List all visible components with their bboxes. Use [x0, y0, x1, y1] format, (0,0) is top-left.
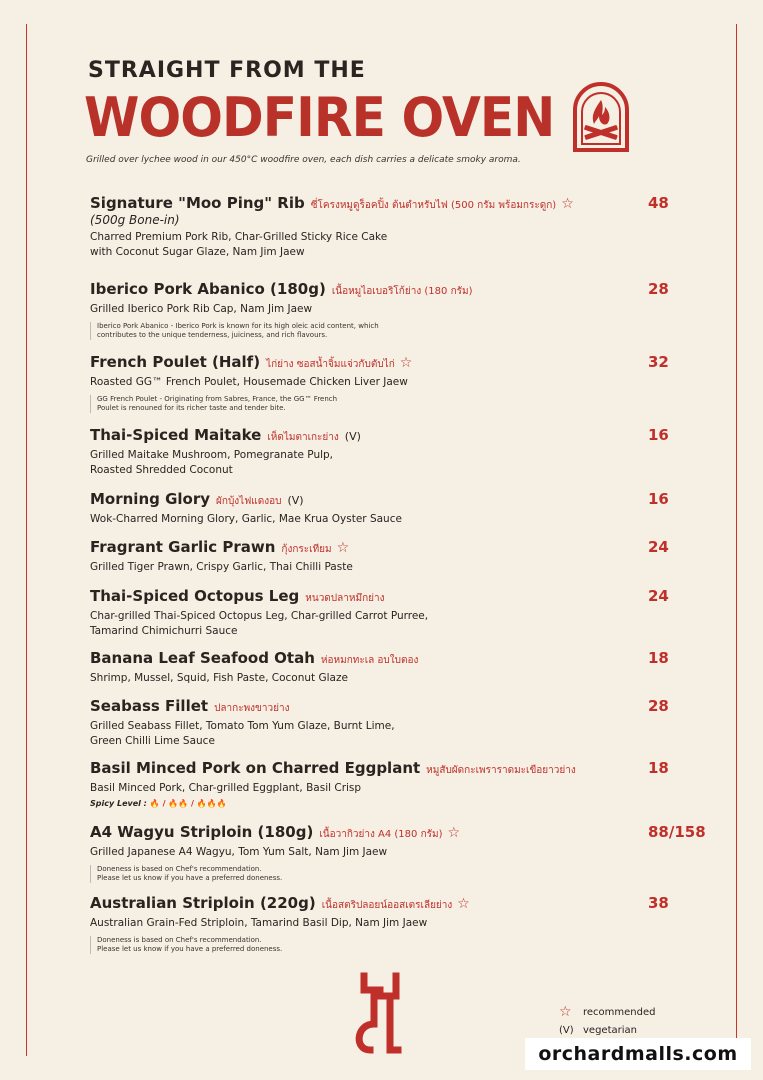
menu-item-price: 28	[648, 697, 669, 715]
menu-item-title	[90, 426, 635, 445]
note-line: contributes to the unique tenderness, juiciness, and rich flavours.	[97, 331, 328, 339]
spicy-level-label: Spicy Level :	[90, 799, 147, 808]
menu-item-title	[90, 894, 635, 913]
menu-item-thai-name: ผักบุ้งไฟแดงอบ	[216, 496, 282, 507]
menu-item	[90, 587, 720, 639]
menu-item-name: French Poulet (Half)	[90, 353, 261, 371]
description-line: Shrimp, Mussel, Squid, Fish Paste, Coconut Glaze	[90, 672, 348, 684]
menu-item-title	[90, 490, 635, 509]
menu-item-title	[90, 759, 635, 778]
menu-item-thai-name: หมูสับผัดกะเพราราดมะเขือยาวย่าง	[426, 765, 576, 776]
description-line: Grilled Maitake Mushroom, Pomegranate Pulp,	[90, 449, 334, 461]
description-line: Wok-Charred Morning Glory, Garlic, Mae Krua Oyster Sauce	[90, 513, 402, 525]
menu-item-thai-name: ห่อหมกทะเล อบใบตอง	[320, 655, 419, 666]
star-outline-icon: ☆	[559, 1004, 572, 1020]
menu-item-description	[90, 671, 510, 686]
note-line: Doneness is based on Chef's recommendation.	[97, 865, 262, 873]
menu-item-name: A4 Wagyu Striploin (180g)	[90, 823, 314, 841]
menu-item-title	[90, 649, 635, 668]
menu-item-price: 88/158	[648, 823, 706, 841]
menu-item-price: 48	[648, 194, 669, 212]
description-line: Tamarind Chimichurri Sauce	[90, 625, 238, 637]
menu-item-price: 18	[648, 759, 669, 777]
spicy-level	[90, 799, 720, 808]
menu-item-description	[90, 512, 510, 527]
star-outline-icon: ☆	[447, 825, 461, 841]
menu-item-name: Fragrant Garlic Prawn	[90, 538, 276, 556]
menu-item-description	[90, 448, 510, 478]
menu-item	[90, 538, 720, 575]
description-line: Basil Minced Pork, Char-grilled Eggplant, Basil Crisp	[90, 782, 362, 794]
menu-item-title	[90, 538, 635, 557]
note-line: Please let us know if you have a preferred doneness.	[97, 945, 283, 953]
description-line: Australian Grain-Fed Striploin, Tamarind Basil Dip, Nam Jim Jaew	[90, 917, 428, 929]
menu-item-price: 32	[648, 353, 669, 371]
menu-item-name: Basil Minced Pork on Charred Eggplant	[90, 759, 421, 777]
menu-item-description	[90, 560, 510, 575]
menu-item-description	[90, 302, 510, 317]
description-line: Charred Premium Pork Rib, Char-Grilled Sticky Rice Cake	[90, 231, 388, 243]
menu-item-title	[90, 697, 635, 716]
menu-item-note	[90, 395, 435, 413]
menu-item-name: Iberico Pork Abanico (180g)	[90, 280, 326, 298]
note-line: Iberico Pork Abanico - Iberico Pork is known for its high oleic acid content, which	[97, 322, 379, 330]
menu-item-thai-name: เนื้อวากิวย่าง A4 (180 กรัม)	[319, 829, 443, 840]
vegetarian-symbol: (V)	[559, 1024, 574, 1036]
note-line: GG French Poulet - Originating from Sabres, France, the GG™ French	[97, 395, 338, 403]
note-line: Poulet is renouned for its richer taste and tender bite.	[97, 404, 286, 412]
legend-vegetarian	[559, 1021, 655, 1039]
menu-item	[90, 823, 720, 883]
menu-item-price: 28	[648, 280, 669, 298]
vegetarian-mark: (V)	[344, 430, 361, 443]
menu-item-title	[90, 823, 635, 842]
page-title: WOODFIRE OVEN	[84, 86, 555, 149]
menu-item	[90, 490, 720, 527]
star-outline-icon: ☆	[561, 196, 574, 212]
menu-item	[90, 697, 720, 749]
chili-flame-icon: 🔥 / 🔥🔥 / 🔥🔥🔥	[149, 799, 227, 808]
description-line: Roasted GG™ French Poulet, Housemade Chicken Liver Jaew	[90, 376, 408, 388]
menu-item	[90, 280, 720, 340]
menu-item-price: 18	[648, 649, 669, 667]
description-line: Grilled Japanese A4 Wagyu, Tom Yum Salt, Nam Jim Jaew	[90, 846, 388, 858]
menu-item-name: Australian Striploin (220g)	[90, 894, 316, 912]
menu-item-description	[90, 916, 510, 931]
menu-item	[90, 426, 720, 478]
description-line: with Coconut Sugar Glaze, Nam Jim Jaew	[90, 246, 305, 258]
star-outline-icon: ☆	[399, 355, 413, 371]
description-line: Grilled Seabass Fillet, Tomato Tom Yum Glaze, Burnt Lime,	[90, 720, 395, 732]
legend-vegetarian-label: vegetarian	[583, 1024, 637, 1036]
menu-item-name: Thai-Spiced Octopus Leg	[90, 587, 300, 605]
menu-item-name: Signature "Moo Ping" Rib	[90, 194, 305, 212]
header-kicker: STRAIGHT FROM THE	[88, 58, 366, 83]
vegetarian-mark: (V)	[287, 494, 304, 507]
left-border-rule	[26, 24, 27, 1056]
menu-item-price: 16	[648, 490, 669, 508]
menu-item-thai-name: หนวดปลาหมึกย่าง	[305, 593, 385, 604]
header-tagline: Grilled over lychee wood in our 450°C woodfire oven, each dish carries a delicate smoky aroma.	[86, 155, 521, 165]
menu-item	[90, 649, 720, 686]
watermark: orchardmalls.com	[525, 1038, 751, 1070]
description-line: Green Chilli Lime Sauce	[90, 735, 215, 747]
menu-item-title	[90, 353, 635, 372]
legend-recommended	[559, 1003, 655, 1021]
menu-item-note	[90, 936, 435, 954]
menu-item-price: 24	[648, 538, 669, 556]
menu-item-thai-name: เนื้อสตริปลอยน์ออสเตรเลียย่าง	[321, 900, 453, 911]
menu-item-thai-name: ซี่โครงหมูดูร็อคปิ้ง ต้นตำหรับไฟ (500 กรัม พร้อมกระดูก)	[310, 200, 557, 211]
description-line: Grilled Iberico Pork Rib Cap, Nam Jim Jaew	[90, 303, 313, 315]
menu-item	[90, 759, 720, 808]
menu-item-title	[90, 587, 635, 606]
menu-item-price: 38	[648, 894, 669, 912]
menu-item-title	[90, 280, 635, 299]
legend-recommended-label: recommended	[583, 1006, 656, 1018]
menu-item-price: 16	[648, 426, 669, 444]
menu-item-portion: (500g Bone-in)	[90, 213, 180, 227]
menu-item-description	[90, 375, 510, 390]
menu-item	[90, 894, 720, 954]
menu-item-thai-name: ไก่ย่าง ซอสน้ำจิ้มแจ่วกับตับไก่	[266, 359, 395, 370]
menu-item-note	[90, 865, 435, 883]
menu-item	[90, 194, 720, 260]
menu-item-price: 24	[648, 587, 669, 605]
description-line: Roasted Shredded Coconut	[90, 464, 233, 476]
legend	[559, 1003, 655, 1039]
menu-item-note	[90, 322, 435, 340]
description-line: Char-grilled Thai-Spiced Octopus Leg, Char-grilled Carrot Purree,	[90, 610, 429, 622]
brand-monogram-icon	[350, 972, 412, 1054]
menu-item-description	[90, 781, 510, 796]
menu-item-name: Seabass Fillet	[90, 697, 209, 715]
menu-item-thai-name: กุ้งกระเทียม	[281, 544, 332, 555]
menu-item-thai-name: เนื้อหมูไอเบอริโก้ย่าง (180 กรัม)	[331, 286, 473, 297]
menu-item	[90, 353, 720, 413]
menu-item-name: Morning Glory	[90, 490, 211, 508]
menu-item-description	[90, 609, 510, 639]
note-line: Doneness is based on Chef's recommendation.	[97, 936, 262, 944]
menu-item-description	[90, 845, 510, 860]
star-outline-icon: ☆	[457, 896, 470, 912]
menu-item-name: Banana Leaf Seafood Otah	[90, 649, 315, 667]
woodfire-oven-icon	[570, 80, 632, 154]
note-line: Please let us know if you have a preferred doneness.	[97, 874, 283, 882]
menu-item-name: Thai-Spiced Maitake	[90, 426, 262, 444]
menu-item-thai-name: เห็ดไมตาเกะย่าง	[267, 432, 339, 443]
menu-item-description	[90, 719, 510, 749]
description-line: Grilled Tiger Prawn, Crispy Garlic, Thai Chilli Paste	[90, 561, 353, 573]
right-border-rule	[736, 24, 737, 1056]
menu-item-title	[90, 194, 635, 213]
menu-item-description	[90, 230, 510, 260]
star-outline-icon: ☆	[336, 540, 350, 556]
menu-item-thai-name: ปลากะพงขาวย่าง	[214, 703, 290, 714]
